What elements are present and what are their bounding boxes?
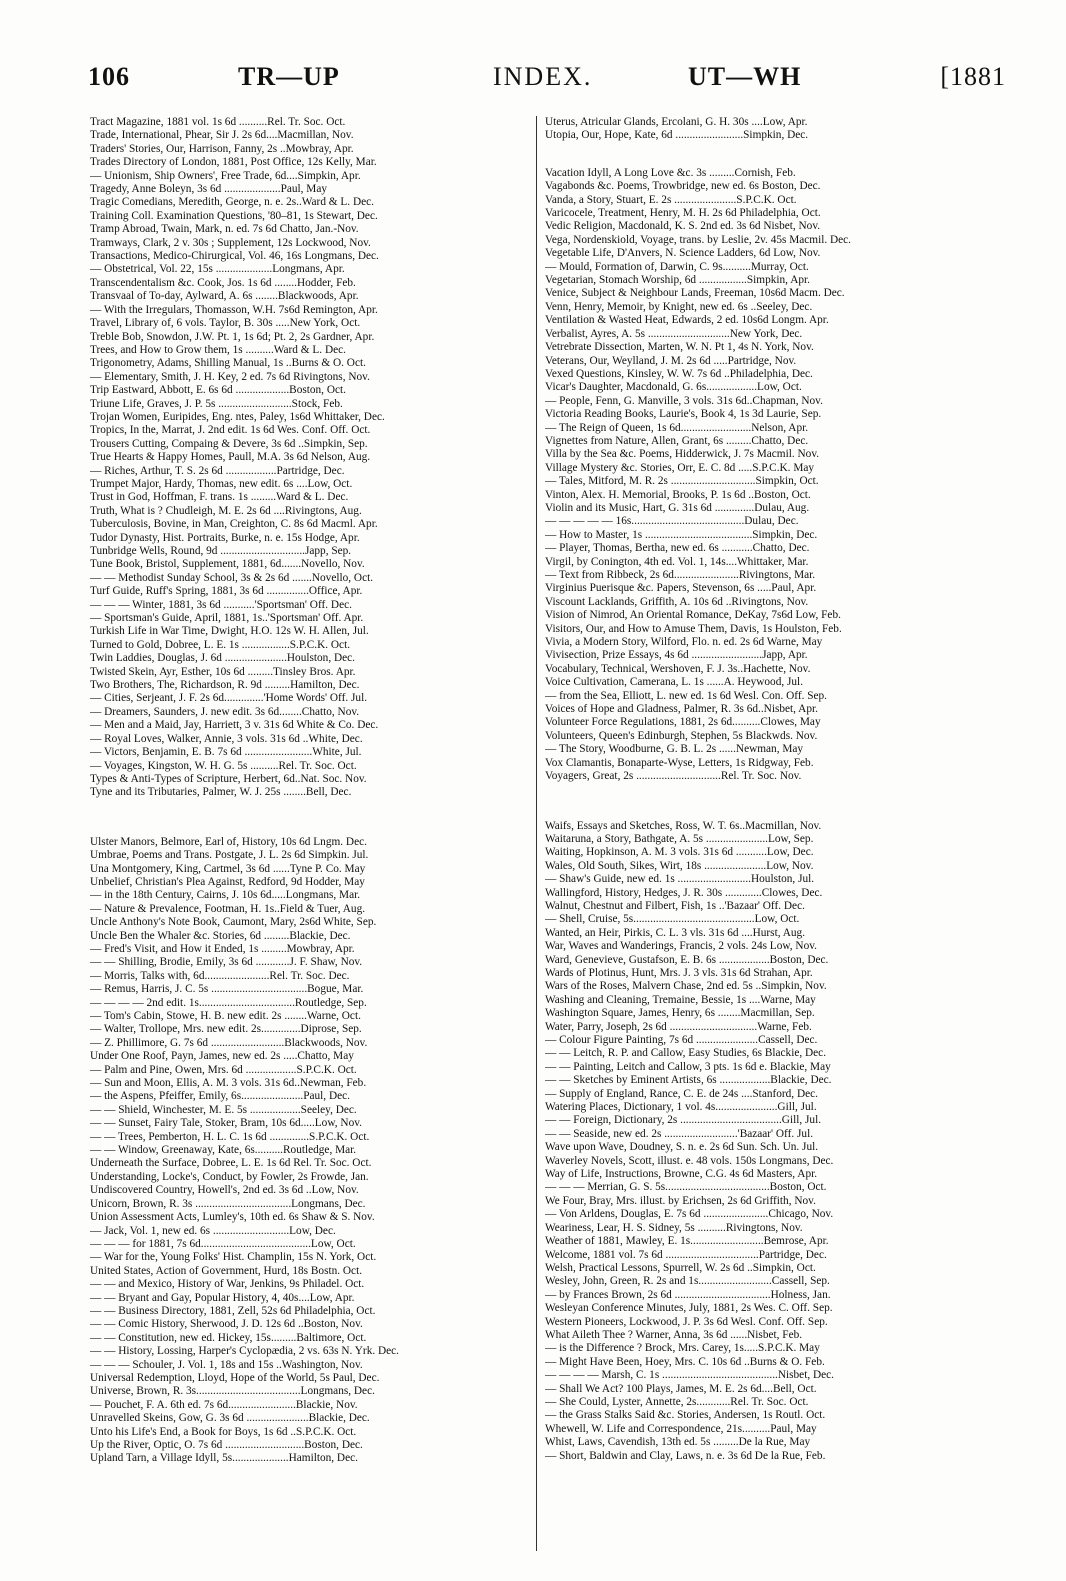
index-entry: Universe, Brown, R. 3s.....................................Longmans, Dec.	[90, 1385, 375, 1398]
index-entry: — — — Merrian, G. S. 5s.....................................Boston, Oct.	[545, 1181, 827, 1194]
index-entry: Wanted, an Heir, Pirkis, C. L. 3 vls. 31s 6d ....Hurst, Aug.	[545, 926, 806, 939]
index-entry: — — Constitution, new ed. Hickey, 15s.........Baltimore, Oct.	[90, 1331, 367, 1344]
index-entry: Village Mystery &c. Stories, Orr, E. C. 8d .....S.P.C.K. May	[545, 461, 815, 474]
index-entry: — — — for 1881, 7s 6d.......................................Low, Oct.	[90, 1237, 356, 1250]
index-entry: Vision of Nimrod, An Oriental Romance, DeKay, 7s6d Low, Feb.	[545, 609, 841, 622]
index-entry: — Sportsman's Guide, April, 1881, 1s..'Sportsman' Off. Apr.	[90, 612, 364, 625]
index-entry: Tragedy, Anne Boleyn, 3s 6d ....................Paul, May	[90, 183, 328, 196]
index-entry: — The Story, Woodburne, G. B. L. 2s ......Newman, May	[545, 743, 804, 756]
index-entry: Vacation Idyll, A Long Love &c. 3s .........Cornish, Feb.	[545, 166, 796, 179]
index-entry: Traders' Stories, Our, Harrison, Fanny, 2s ..Mowbray, Apr.	[90, 142, 354, 155]
index-entry: Training Coll. Examination Questions, '80–81, 1s Stewart, Dec.	[90, 209, 378, 222]
index-entry: Trust in God, Hoffman, F. trans. 1s .........Ward & L. Dec.	[90, 491, 349, 504]
index-entry: — Mould, Formation of, Darwin, C. 9s..........Murray, Oct.	[545, 260, 809, 273]
index-entry: — Tom's Cabin, Stowe, H. B. new edit. 2s ........Warne, Oct.	[90, 1010, 361, 1022]
year-label: [1881	[940, 62, 1006, 91]
index-entry: Wave upon Wave, Doudney, S. n. e. 2s 6d Sun. Sch. Un. Jul.	[545, 1141, 819, 1154]
index-entry: Trigonometry, Adams, Shilling Manual, 1s ..Burns & O. Oct.	[90, 357, 366, 370]
index-entry: Vagabonds &c. Poems, Trowbridge, new ed. 6s Boston, Dec.	[545, 180, 821, 193]
index-entry: Unravelled Skeins, Gow, G. 3s 6d ......................Blackie, Dec.	[90, 1412, 370, 1425]
index-entry: Vedic Religion, Macdonald, K. S. 2nd ed. 3s 6d Nisbet, Nov.	[545, 220, 821, 233]
index-entry: — Royal Loves, Walker, Annie, 3 vols. 31s 6d ..White, Dec.	[90, 732, 363, 745]
index-entry: — — — — — 16s........................................Dulau, Dec.	[545, 515, 799, 528]
index-entry: Turned to Gold, Dobree, L. E. 1s .................S.P.C.K. Oct.	[90, 638, 351, 651]
index-entry: — Walter, Trollope, Mrs. new edit. 2s..............Diprose, Sep.	[90, 1023, 362, 1036]
section-gap	[90, 800, 530, 836]
index-entry: — Supply of England, Rance, C. E. de 24s ....Stanford, Dec.	[545, 1087, 818, 1100]
index-entry: Tramp Abroad, Twain, Mark, n. ed. 7s 6d Chatto, Jan.-Nov.	[90, 223, 359, 236]
index-entry: Utopia, Our, Hope, Kate, 6d ........................Simpkin, Dec.	[545, 129, 809, 142]
index-section	[545, 167, 975, 784]
index-entry: Turkish Life in War Time, Dwight, H.O. 12s W. H. Allen, Jul.	[90, 625, 369, 638]
index-entry: — — Sketches by Eminent Artists, 6s ..................Blackie, Dec.	[545, 1074, 832, 1087]
index-entry: Twisted Skein, Ayr, Esther, 10s 6d .........Tinsley Bros. Apr.	[90, 665, 356, 678]
index-entry: Weather of 1881, Mawley, E. 1s..........................Bemrose, Apr.	[545, 1235, 829, 1248]
index-entry: — Jack, Vol. 1, new ed. 6s ...........................Low, Dec.	[90, 1224, 336, 1237]
index-entry: Vanda, a Story, Stuart, E. 2s ......................S.P.C.K. Oct.	[545, 193, 797, 206]
index-entry: Unto his Life's End, a Book for Boys, 1s 6d ..S.P.C.K. Oct.	[90, 1425, 357, 1438]
index-entry: Walnut, Chestnut and Filbert, Fish, 1s ..'Bazaar' Off. Dec.	[545, 899, 805, 912]
index-entry: Tramways, Clark, 2 v. 30s ; Supplement, 12s Lockwood, Nov.	[90, 236, 371, 249]
index-entry: Tragic Comedians, Meredith, George, n. e. 2s..Ward & L. Dec.	[90, 196, 374, 209]
index-entry: Universal Redemption, Lloyd, Hope of the World, 5s Paul, Dec.	[90, 1371, 380, 1384]
index-entry: Welsh, Practical Lessons, Spurrell, W. 2s 6d ..Simpkin, Oct.	[545, 1261, 816, 1274]
index-entry: — — — — Marsh, C. 1s .........................................Nisbet, Dec.	[545, 1369, 834, 1382]
index-entry: — Voyages, Kingston, W. H. G. 5s ..........Rel. Tr. Soc. Oct.	[90, 759, 357, 772]
index-entry: True Hearts & Happy Homes, Paull, M.A. 3s 6d Nelson, Aug.	[90, 451, 371, 464]
index-entry: Veterans, Our, Weylland, J. M. 2s 6d .....Partridge, Nov.	[545, 354, 797, 367]
index-entry: Vocabulary, Technical, Wershoven, F. J. 3s..Hachette, Nov.	[545, 662, 811, 675]
index-entry: Victoria Reading Books, Laurie's, Book 4, 1s 3d Laurie, Sep.	[545, 408, 822, 421]
index-section	[90, 116, 530, 800]
index-entry: Uterus, Atricular Glands, Ercolani, G. H. 30s ....Low, Apr.	[545, 116, 808, 128]
index-entry: Waifs, Essays and Sketches, Ross, W. T. 6s..Macmillan, Nov.	[545, 819, 822, 832]
index-entry: — the Grass Stalks Said &c. Stories, Andersen, 1s Routl. Oct.	[545, 1409, 826, 1422]
index-entry: — Unionism, Ship Owners', Free Trade, 6d....Simpkin, Apr.	[90, 169, 361, 182]
index-entry: — Pouchet, F. A. 6th ed. 7s 6d........................Blackie, Nov.	[90, 1398, 358, 1411]
index-entry: Wales, Old South, Sikes, Wirt, 18s ......................Low, Nov.	[545, 859, 814, 872]
index-entry: — Victors, Benjamin, E. B. 7s 6d ........................White, Jul.	[90, 746, 362, 759]
index-entry: United States, Action of Government, Hurd, 18s Bostn. Oct.	[90, 1264, 363, 1277]
index-entry: Umbrae, Poems and Trans. Postgate, J. L. 2s 6d Simpkin. Jul.	[90, 849, 369, 862]
index-entry: Transcendentalism &c. Cook, Jos. 1s 6d ........Hodder, Feb.	[90, 276, 356, 289]
index-entry: Whewell, W. Life and Correspondence, 21s..........Paul, May	[545, 1422, 817, 1435]
index-entry: Vinton, Alex. H. Memorial, Brooks, P. 1s 6d ..Boston, Oct.	[545, 488, 811, 501]
index-entry: Vivisection, Prize Essays, 4s 6d .........................Japp, Apr.	[545, 649, 808, 662]
index-entry: Wesleyan Conference Minutes, July, 1881, 2s Wes. C. Off. Sep.	[545, 1302, 833, 1315]
index-entry: — Fred's Visit, and How it Ended, 1s .........Mowbray, Apr.	[90, 942, 355, 955]
index-entry: Unbelief, Christian's Plea Against, Redford, 9d Hodder, May	[90, 875, 365, 888]
index-entry: Vega, Nordenskiold, Voyage, trans. by Leslie, 2v. 45s Macmil. Dec.	[545, 233, 852, 246]
index-entry: Vicar's Daughter, Macdonald, G. 6s..................Low, Oct.	[545, 381, 802, 394]
index-entry: Upland Tarn, a Village Idyll, 5s....................Hamilton, Dec.	[90, 1452, 358, 1465]
index-entry: Voyagers, Great, 2s ..............................Rel. Tr. Soc. Nov.	[545, 770, 802, 783]
index-entry: Volunteers, Queen's Edinburgh, Stephen, 5s Blackwds. Nov.	[545, 729, 818, 742]
index-entry: Vox Clamantis, Bonaparte-Wyse, Letters, 1s Ridgway, Feb.	[545, 756, 814, 769]
index-entry: — Shaw's Guide, new ed. 1s ..........................Houlston, Jul.	[545, 873, 815, 886]
index-entry: — Text from Ribbeck, 2s 6d.......................Rivingtons, Mar.	[545, 569, 816, 581]
index-entry: Trade, International, Phear, Sir J. 2s 6d....Macmillan, Nov.	[90, 129, 354, 142]
index-entry: Under One Roof, Payn, James, new ed. 2s .....Chatto, May	[90, 1050, 354, 1063]
section-gap	[545, 143, 975, 167]
index-section	[545, 820, 975, 1464]
index-entry: Virginius Puerisque &c. Papers, Stevenson, 6s .....Paul, Apr.	[545, 582, 817, 595]
index-entry: — from the Sea, Elliott, L. new ed. 1s 6d Wesl. Con. Off. Sep.	[545, 689, 828, 702]
index-entry: Wallingford, History, Hedges, J. R. 30s .............Clowes, Dec.	[545, 886, 823, 899]
index-entry: — Colour Figure Painting, 7s 6d ......................Cassell, Dec.	[545, 1034, 818, 1046]
index-entry: Villa by the Sea &c. Poems, Hidderwick, J. 7s Macmil. Nov.	[545, 448, 820, 461]
index-entry: Vignettes from Nature, Allen, Grant, 6s .........Chatto, Dec.	[545, 434, 809, 447]
index-entry: — Dreamers, Saunders, J. new edit. 3s 6d........Chatto, Nov.	[90, 705, 360, 718]
index-entry: — — Foreign, Dictionary, 2s ....................................Gill, Jul.	[545, 1114, 822, 1127]
index-entry: — Obstetrical, Vol. 22, 15s ....................Longmans, Apr.	[90, 263, 345, 276]
index-entry: — — — Winter, 1881, 3s 6d ...........'Sportsman' Off. Dec.	[90, 598, 352, 611]
index-entry: — She Could, Lyster, Annette, 2s............Rel. Tr. Soc. Oct.	[545, 1395, 809, 1408]
index-entry: Violin and its Music, Hart, G. 31s 6d ..............Dulau, Aug.	[545, 501, 810, 514]
index-entry: Wars of the Roses, Malvern Chase, 2nd ed. 5s ..Simpkin, Nov.	[545, 980, 827, 993]
index-entry: Wards of Plotinus, Hunt, Mrs. J. 3 vls. 31s 6d Strahan, Apr.	[545, 966, 813, 979]
index-entry: Venice, Subject & Neighbour Lands, Freeman, 10s6d Macm. Dec.	[545, 287, 845, 300]
index-entry: Travel, Library of, 6 vols. Taylor, B. 30s .....New York, Oct.	[90, 317, 361, 330]
index-entry: Voices of Hope and Gladness, Palmer, R. 3s 6d..Nisbet, Apr.	[545, 703, 818, 716]
index-entry: Ventilation & Wasted Heat, Edwards, 2 ed. 10s6d Longm. Apr.	[545, 314, 829, 327]
index-entry: Triune Life, Graves, J. P. 5s ..........................Stock, Feb.	[90, 397, 343, 410]
index-entry: — With the Irregulars, Thomasson, W.H. 7s6d Remington, Apr.	[90, 303, 378, 316]
index-entry: Virgil, by Conington, 4th ed. Vol. 1, 14s....Whittaker, Mar.	[545, 555, 809, 568]
index-entry: Tune Book, Bristol, Supplement, 1881, 6d.......Novello, Nov.	[90, 558, 365, 571]
index-entry: — Morris, Talks with, 6d.......................Rel. Tr. Soc. Dec.	[90, 969, 350, 982]
index-entry: Uncle Anthony's Note Book, Caumont, Mary, 2s6d White, Sep.	[90, 916, 377, 929]
index-entry: What Aileth Thee ? Warner, Anna, 3s 6d ......Nisbet, Feb.	[545, 1328, 803, 1341]
index-entry: — — History, Lossing, Harper's Cyclopædia, 2 vs. 63s N. Yrk. Dec.	[90, 1345, 400, 1358]
index-entry: Up the River, Optic, O. 7s 6d ............................Boston, Dec.	[90, 1439, 363, 1451]
index-entry: — Shall We Act? 100 Plays, James, M. E. 2s 6d....Bell, Oct.	[545, 1382, 817, 1395]
index-entry: Trousers Cutting, Compaing & Devere, 3s 6d ..Simpkin, Sep.	[90, 437, 368, 450]
index-entry: Trumpet Major, Hardy, Thomas, new edit. 6s ....Low, Oct.	[90, 477, 353, 490]
index-entry: Undiscovered Country, Howell's, 2nd ed. 3s 6d ..Low, Nov.	[90, 1184, 359, 1197]
index-entry: Viscount Lacklands, Griffith, A. 10s 6d ..Rivingtons, Nov.	[545, 595, 809, 608]
index-entry: Ward, Genevieve, Gustafson, E. B. 6s ..................Boston, Dec.	[545, 953, 829, 966]
index-entry: Types & Anti-Types of Scripture, Herbert, 6d..Nat. Soc. Nov.	[90, 772, 367, 785]
index-section	[90, 836, 530, 1466]
index-entry: Weariness, Lear, H. S. Sidney, 5s ..........Rivingtons, Nov.	[545, 1221, 803, 1234]
index-entry: — — — Schouler, J. Vol. 1, 18s and 15s ..Washington, Nov.	[90, 1358, 363, 1371]
index-entry: — Tales, Mitford, M. R. 2s ..............................Simpkin, Oct.	[545, 475, 819, 488]
index-entry: — — Seaside, new ed. 2s ..........................'Bazaar' Off. Jul.	[545, 1127, 814, 1140]
index-entry: — Von Arldens, Douglas, E. 7s 6d .......................Chicago, Nov.	[545, 1208, 834, 1221]
index-entry: — — Painting, Leitch and Callow, 3 pts. 1s 6d e. Blackie, May	[545, 1060, 831, 1073]
index-entry: Trojan Women, Euripides, Eng. ntes, Paley, 1s6d Whittaker, Dec.	[90, 410, 385, 423]
index-entry: Unicorn, Brown, R. 3s ..................................Longmans, Dec.	[90, 1197, 366, 1210]
section-gap	[545, 784, 975, 820]
index-entry: Welcome, 1881 vol. 7s 6d .................................Partridge, Dec.	[545, 1248, 827, 1261]
index-entry: — the Aspens, Pfeiffer, Emily, 6s......................Paul, Dec.	[90, 1090, 350, 1103]
index-entry: Vegetarian, Stomach Worship, 6d .................Simpkin, Apr.	[545, 274, 810, 287]
index-entry: Verbalist, Ayres, A. 5s .............................New York, Dec.	[545, 327, 803, 340]
index-entry: — — and Mexico, History of War, Jenkins, 9s Philadel. Oct.	[90, 1278, 365, 1291]
index-entry: — Riches, Arthur, T. S. 2s 6d ..................Partridge, Dec.	[90, 464, 345, 477]
index-entry: Trees, and How to Grow them, 1s ..........Ward & L. Dec.	[90, 343, 346, 356]
index-entry: Una Montgomery, King, Cartmel, 3s 6d ......Tyne P. Co. May	[90, 862, 366, 875]
index-entry: — Shell, Cruise, 5s...........................................Low, Oct.	[545, 913, 800, 926]
index-entry: Tract Magazine, 1881 vol. 1s 6d ..........Rel. Tr. Soc. Oct.	[90, 116, 346, 128]
index-entry: Volunteer Force Regulations, 1881, 2s 6d..........Clowes, May	[545, 716, 821, 729]
right-column	[545, 116, 975, 1463]
index-entry: Waiting, Hopkinson, A. M. 3 vols. 31s 6d ...........Low, Dec.	[545, 846, 814, 859]
index-entry: Ulster Manors, Belmore, Earl of, History, 10s 6d Lngm. Dec.	[90, 835, 367, 848]
index-entry: Transvaal of To-day, Aylward, A. 6s ........Blackwoods, Apr.	[90, 290, 359, 303]
index-entry: Twin Laddies, Douglas, J. 6d ......................Houlston, Dec.	[90, 652, 355, 665]
index-title: INDEX.	[493, 62, 593, 91]
index-entry: Tudor Dynasty, Hist. Portraits, Burke, n. e. 15s Hodge, Apr.	[90, 531, 360, 544]
index-entry: Washing and Cleaning, Tremaine, Bessie, 1s ....Warne, May	[545, 993, 816, 1006]
index-entry: — — — — 2nd edit. 1s..................................Routledge, Sep.	[90, 996, 367, 1009]
index-entry: Varicocele, Treatment, Henry, M. H. 2s 6d Philadelphia, Oct.	[545, 207, 821, 220]
index-entry: Venn, Henry, Memoir, by Knight, new ed. 6s ..Seeley, Dec.	[545, 300, 813, 313]
index-entry: Wesley, John, Green, R. 2s and 1s..........................Cassell, Sep.	[545, 1275, 830, 1288]
left-column	[90, 116, 530, 1466]
index-entry: Uncle Ben the Whaler &c. Stories, 6d .........Blackie, Dec.	[90, 929, 351, 942]
index-entry: Visitors, Our, and How to Amuse Them, Davis, 1s Houlston, Feb.	[545, 622, 842, 635]
index-entry: — — Window, Greenaway, Kate, 6s..........Routledge, Mar.	[90, 1144, 357, 1157]
left-range-heading: TR—UP	[238, 62, 340, 91]
index-entry: Union Assessment Acts, Lumley's, 10th ed. 6s Shaw & S. Nov.	[90, 1211, 375, 1224]
index-entry: War, Waves and Wanderings, Francis, 2 vols. 24s Low, Nov.	[545, 940, 817, 953]
column-divider	[536, 116, 537, 1551]
index-entry: — The Reign of Queen, 1s 6d.........................Nelson, Apr.	[545, 421, 809, 434]
index-entry: — War for the, Young Folks' Hist. Champlin, 15s N. York, Oct.	[90, 1251, 377, 1264]
index-entry: — is the Difference ? Brock, Mrs. Carey, 1s.....S.P.C.K. May	[545, 1342, 820, 1355]
page-number: 106	[88, 62, 130, 91]
index-entry: — Player, Thomas, Bertha, new ed. 6s ...........Chatto, Dec.	[545, 542, 810, 555]
index-entry: — — Comic History, Sherwood, J. D. 12s 6d ..Boston, Nov.	[90, 1318, 363, 1331]
index-entry: Waverley Novels, Scott, illust. e. 48 vols. 150s Longmans, Dec.	[545, 1154, 834, 1167]
index-entry: Water, Parry, Joseph, 2s 6d ...............................Warne, Feb.	[545, 1020, 812, 1033]
index-entry: — Nature & Prevalence, Footman, H. 1s..Field & Tuer, Aug.	[90, 902, 366, 915]
index-entry: Washington Square, James, Henry, 6s ........Macmillan, Sep.	[545, 1007, 815, 1020]
index-entry: Tunbridge Wells, Round, 9d ..............................Japp, Sep.	[90, 545, 352, 557]
index-entry: Transactions, Medico-Chirurgical, Vol. 46, 16s Longmans, Dec.	[90, 250, 379, 263]
index-entry: — Remus, Harris, J. C. 5s ..................................Bogue, Mar.	[90, 983, 364, 996]
index-entry: — — Leitch, R. P. and Callow, Easy Studies, 6s Blackie, Dec.	[545, 1047, 827, 1060]
index-entry: — — Business Directory, 1881, Zell, 52s 6d Philadelphia, Oct.	[90, 1304, 376, 1317]
index-entry: Waitaruna, a Story, Bathgate, A. 5s ......................Low, Sep.	[545, 832, 814, 845]
index-section	[545, 116, 975, 143]
index-entry: — — Methodist Sunday School, 3s & 2s 6d .......Novello, Oct.	[90, 571, 374, 584]
index-entry: Truth, What is ? Chudleigh, M. E. 2s 6d ....Rivingtons, Aug.	[90, 504, 362, 517]
index-entry: Tyne and its Tributaries, Palmer, W. J. 25s ........Bell, Dec.	[90, 786, 352, 799]
index-entry: — — Sunset, Fairy Tale, Stoker, Bram, 10s 6d.....Low, Nov.	[90, 1117, 362, 1130]
page-header	[88, 62, 1006, 102]
index-entry: — — Shield, Winchester, M. E. 5s ..................Seeley, Dec.	[90, 1103, 357, 1116]
index-entry: Underneath the Surface, Dobree, L. E. 1s 6d Rel. Tr. Soc. Oct.	[90, 1157, 372, 1170]
index-entry: Western Pioneers, Lockwood, J. P. 3s 6d Wesl. Conf. Off. Sep.	[545, 1315, 828, 1328]
index-entry: — Men and a Maid, Jay, Harriett, 3 v. 31s 6d White & Co. Dec.	[90, 719, 379, 732]
index-entry: — — Trees, Pemberton, H. L. C. 1s 6d ..............S.P.C.K. Oct.	[90, 1130, 370, 1143]
index-entry: — — Shilling, Brodie, Emily, 3s 6d ............J. F. Shaw, Nov.	[90, 956, 363, 969]
index-entry: Voice Cultivation, Camerana, L. 1s ......A. Heywood, Jul.	[545, 676, 804, 689]
index-entry: — by Frances Brown, 2s 6d ..................................Holness, Jan.	[545, 1288, 831, 1301]
index-entry: Vetrebrate Dissection, Marten, W. N. Pt 1, 4s N. York, Nov.	[545, 341, 814, 354]
index-entry: — Might Have Been, Hoey, Mrs. C. 10s 6d ..Burns & O. Feb.	[545, 1355, 825, 1368]
index-entry: Turf Guide, Ruff's Spring, 1881, 3s 6d ...............Office, Apr.	[90, 585, 363, 598]
index-entry: Tuberculosis, Bovine, in Man, Creighton, C. 8s 6d Macml. Apr.	[90, 518, 378, 531]
index-entry: — Short, Baldwin and Clay, Laws, n. e. 3s 6d De la Rue, Feb.	[545, 1449, 826, 1462]
index-entry: — Cities, Serjeant, J. F. 2s 6d..............'Home Words' Off. Jul.	[90, 692, 368, 705]
index-entry: — How to Master, 1s ......................................Simpkin, Dec.	[545, 528, 818, 541]
index-entry: — Z. Phillimore, G. 7s 6d ..........................Blackwoods, Nov.	[90, 1036, 368, 1049]
index-entry: Trades Directory of London, 1881, Post Office, 12s Kelly, Mar.	[90, 156, 377, 169]
index-entry: We Four, Bray, Mrs. illust. by Erichsen, 2s 6d Griffith, Nov.	[545, 1194, 816, 1207]
index-entry: Watering Places, Dictionary, 1 vol. 4s......................Gill, Jul.	[545, 1101, 817, 1114]
index-entry: Whist, Laws, Cavendish, 13th ed. 5s .........De la Rue, May	[545, 1436, 811, 1449]
index-entry: Tropics, In the, Marrat, J. 2nd edit. 1s 6d Wes. Conf. Off. Oct.	[90, 424, 371, 437]
index-entry: — Sun and Moon, Ellis, A. M. 3 vols. 31s 6d..Newman, Feb.	[90, 1077, 367, 1090]
index-entry: Vivia, a Modern Story, Wilford, Flo. n. ed. 2s 6d Warne, May	[545, 636, 823, 649]
index-entry: Treble Bob, Snowdon, J.W. Pt. 1, 1s 6d; Pt. 2, 2s Gardner, Apr.	[90, 330, 375, 343]
index-entry: Vegetable Life, D'Anvers, N. Science Ladders, 6d Low, Nov.	[545, 247, 821, 260]
index-entry: Trip Eastward, Abbott, E. 6s 6d ...................Boston, Oct.	[90, 384, 346, 397]
index-entry: Way of Life, Instructions, Browne, C.G. 4s 6d Masters, Apr.	[545, 1168, 818, 1181]
index-entry: — — Bryant and Gay, Popular History, 4, 40s....Low, Apr.	[90, 1291, 355, 1304]
index-entry: Understanding, Locke's, Conduct, by Fowler, 2s Frowde, Jan.	[90, 1170, 369, 1183]
index-entry: — People, Fenn, G. Manville, 3 vols. 31s 6d..Chapman, Nov.	[545, 394, 823, 407]
index-entry: — Palm and Pine, Owen, Mrs. 6d ..................S.P.C.K. Oct.	[90, 1063, 357, 1076]
index-entry: Two Brothers, The, Richardson, R. 9d .........Hamilton, Dec.	[90, 679, 360, 692]
index-entry: — in the 18th Century, Cairns, J. 10s 6d.....Longmans, Mar.	[90, 889, 361, 902]
index-entry: — Elementary, Smith, J. H. Key, 2 ed. 7s 6d Rivingtons, Nov.	[90, 370, 370, 383]
right-range-heading: UT—WH	[688, 62, 802, 91]
index-entry: Vexed Questions, Kinsley, W. W. 7s 6d ..Philadelphia, Dec.	[545, 367, 813, 380]
